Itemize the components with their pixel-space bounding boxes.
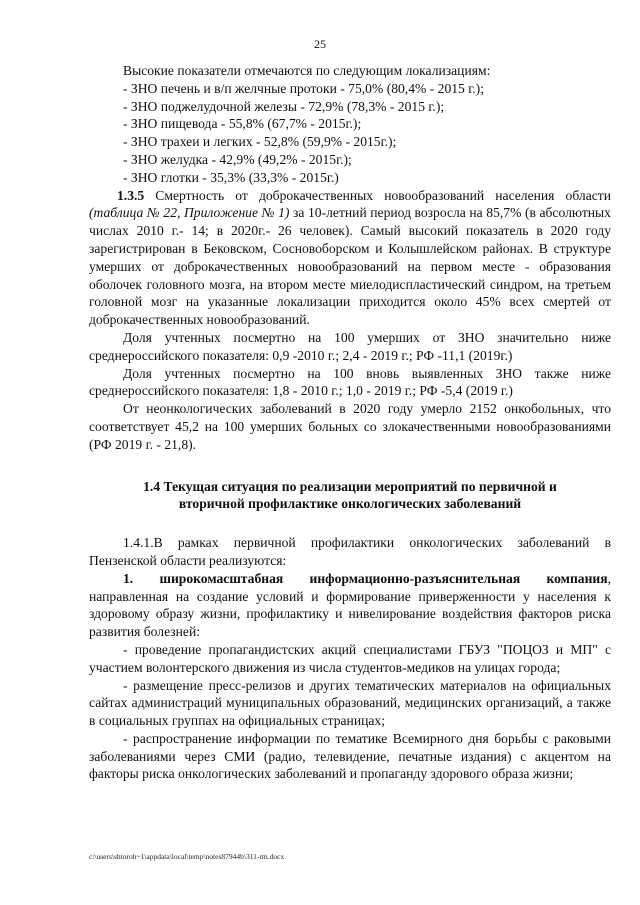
paragraph-non-oncological-deaths: От неонкологических заболеваний в 2020 году умерло 2152 онкобольных, что соответствует 45,2 на 100 умерших больных со злокачественными новообразованиями (РФ 2019 г. - 21,8). <box>89 401 611 452</box>
bullet-item: - размещение пресс-релизов и других тематических материалов на официальных сайтах администраций муниципальных образований, медицинских организаций, а также в социальных группах на официальных страницах; <box>89 677 611 729</box>
list-item: - ЗНО трахеи и легких - 52,8% (59,9% - 2015г.); <box>123 134 397 150</box>
list-item: - ЗНО пищевода - 55,8% (67,7% - 2015г.); <box>123 116 362 132</box>
item-1-paragraph <box>89 570 611 641</box>
page-number: 25 <box>314 37 326 51</box>
table-reference: (таблица № 22, Приложение № 1) <box>89 205 290 221</box>
paragraph-posthumous-deaths: Доля учтенных посмертно на 100 умерших от ЗНО значительно ниже среднероссийского показателя: 0,9 -2010 г.; 2,4 - 2019 г.; РФ -11,1 (2019г.) <box>89 329 611 363</box>
section-body-text: за 10-летний период возросла на 85,7% (в абсолютных числах 2010 г.- 14; в 2020г.- 26 человек). Самый высокий показатель в 2020 году зарегистрирован в Бековском, Сосновоборском и Колышлейском районах. В структуре умерших от доброкачественных новообразований на первом месте - образования оболочек головного мозга, на втором месте миелодиспластический синдром, на третьем головной мозг на указанные локализации приходится около 45% всех смертей от доброкачественных новообразований. <box>89 205 611 328</box>
bullet-item: - проведение пропагандистских акций специалистами ГБУЗ "ПОЦОЗ и МП" с участием волонтерского движения из числа студентов-медиков на улицах города; <box>89 641 611 675</box>
section-number: 1.3.5 <box>117 187 145 203</box>
localizations-list <box>89 80 611 187</box>
item-1-text: , направленная на создание условий и формирование приверженности у населения к здоровому образу жизни, профилактику и нивелирование воздействия факторов риска развития болезней: <box>89 570 611 640</box>
paragraph-posthumous-new-cases: Доля учтенных посмертно на 100 вновь выявленных ЗНО также ниже среднероссийского показателя: 1,8 - 2010 г.; 1,0 - 2019 г.; РФ -5,4 (2019 г.) <box>89 365 611 399</box>
section-1-3-5-paragraph <box>89 187 611 329</box>
section-heading-1-4: 1.4 Текущая ситуация по реализации мероприятий по первичной и вторичной профилактике онкологических заболеваний <box>143 478 557 512</box>
list-item: - ЗНО поджелудочной железы - 72,9% (78,3% - 2015 г.); <box>123 98 445 114</box>
item-1-title: 1. широкомасштабная информационно-разъяснительная компания <box>123 570 608 586</box>
localizations-intro: Высокие показатели отмечаются по следующим локализациям: <box>123 63 491 78</box>
list-item: - ЗНО печень и в/п желчные протоки - 75,0% (80,4% - 2015 г.); <box>123 80 484 96</box>
file-path-footer: c:\users\shtoroh~1\appdata\local\temp\notes87944b\311-rm.docx <box>89 852 285 861</box>
bullet-item: - распространение информации по тематике Всемирного дня борьбы с раковыми заболеваниями через СМИ (радио, телевидение, печатные издания) с акцентом на факторы риска онкологических заболеваний и пропаганду здорового образа жизни; <box>89 730 611 782</box>
section-lead-text: Смертность от доброкачественных новообразований населения области <box>144 187 611 203</box>
list-item: - ЗНО глотки - 35,3% (33,3% - 2015г.) <box>123 169 339 185</box>
page-content <box>89 62 611 783</box>
paragraph-1-4-1: 1.4.1.В рамках первичной профилактики онкологических заболеваний в Пензенской области реализуются: <box>89 535 611 568</box>
list-item: - ЗНО желудка - 42,9% (49,2% - 2015г.); <box>123 151 352 167</box>
